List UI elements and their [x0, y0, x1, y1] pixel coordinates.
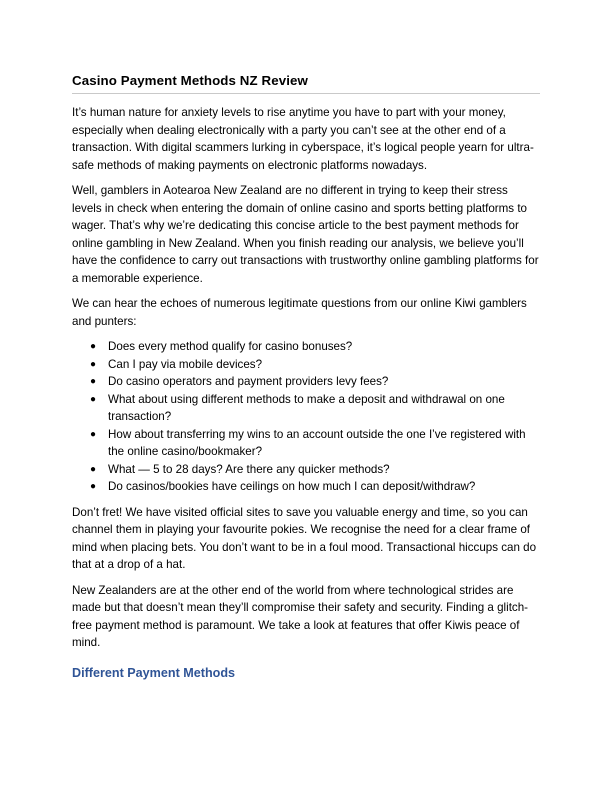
list-item-text: How about transferring my wins to an account outside the one I’ve registered with the online casino/bookmaker?	[108, 427, 526, 458]
bullet-icon: ●	[90, 341, 97, 352]
gamblers-paragraph: Well, gamblers in Aotearoa New Zealand are no different in trying to keep their stress levels in check when entering the domain of online casino and sports betting platforms to wager. That’s why we’re dedicating this concise article to the best payment methods for online gambling in New Zealand. When you finish reading our analysis, we believe you’ll have the confidence to carry out transactions with trustworthy online gambling platforms for a memorable experience.	[72, 184, 539, 285]
list-item	[72, 391, 540, 426]
document-page	[72, 72, 540, 682]
reassurance-paragraph: Don’t fret! We have visited official sites to save you valuable energy and time, so you can channel them in playing your favourite pokies. We recognise the need for a clear frame of mind when placing bets. You don’t want to be in a foul mood. Transactional hiccups can do that at a drop of a hat.	[72, 505, 537, 571]
list-item-text: What — 5 to 28 days? Are there any quicker methods?	[108, 462, 390, 476]
list-item	[72, 478, 540, 496]
list-item-text: Does every method qualify for casino bonuses?	[108, 340, 353, 353]
list-item-text: Can I pay via mobile devices?	[108, 357, 263, 371]
bullet-icon: ●	[90, 481, 97, 492]
list-item-text: Do casinos/bookies have ceilings on how much I can deposit/withdraw?	[108, 480, 476, 493]
section-heading: Different Payment Methods	[72, 665, 236, 680]
list-item	[72, 356, 540, 374]
list-item	[72, 426, 540, 461]
bullet-icon: ●	[90, 358, 97, 370]
new-zealanders-paragraph: New Zealanders are at the other end of the world from where technological strides are made but that doesn’t mean they’ll compromise their safety and security. Finding a glitch-free payment method is paramount. We take a look at features that offer Kiwis peace of mind.	[72, 583, 529, 649]
questions-list	[72, 338, 540, 496]
questions-intro-paragraph: We can hear the echoes of numerous legitimate questions from our online Kiwi gamblers and punters:	[72, 297, 527, 328]
bullet-icon: ●	[90, 428, 97, 440]
bullet-icon: ●	[90, 463, 97, 475]
bullet-icon: ●	[90, 393, 97, 405]
list-item-text: Do casino operators and payment providers levy fees?	[108, 375, 389, 388]
page-title: Casino Payment Methods NZ Review	[72, 72, 540, 94]
list-item	[72, 373, 540, 391]
list-item	[72, 338, 540, 356]
bullet-icon: ●	[90, 376, 97, 387]
list-item	[72, 461, 540, 479]
list-item-text: What about using different methods to make a deposit and withdrawal on one transaction?	[108, 392, 505, 423]
intro-paragraph: It’s human nature for anxiety levels to rise anytime you have to part with your money, especially when dealing electronically with a party you can’t see at the other end of a transaction. With digital scammers lurking in cyberspace, it’s logical people yearn for ultra-safe methods of making payments on electronic platforms nowadays.	[72, 106, 534, 172]
